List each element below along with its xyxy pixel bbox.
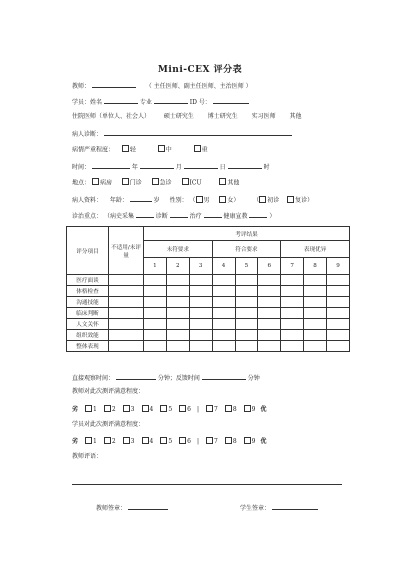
score-cell[interactable] [235, 275, 258, 286]
score-cell[interactable] [258, 341, 281, 352]
student-satisfaction-scale [72, 436, 267, 445]
day-label: 日 [219, 164, 226, 171]
student-major-label: 专业 [139, 99, 152, 106]
trainee-type-master[interactable]: 硕士研究生 [163, 113, 194, 120]
score-cell[interactable] [189, 275, 212, 286]
table-row [67, 308, 350, 319]
score-cell[interactable] [258, 330, 281, 341]
observe-unit2: 分钟 [247, 375, 260, 382]
scale-number: 3 [130, 438, 135, 445]
location-icu-label: ICU [189, 179, 202, 187]
day-field[interactable] [184, 161, 218, 169]
trainee-type-other[interactable]: 其他 [289, 113, 302, 120]
location-outpatient-checkbox[interactable] [122, 178, 129, 185]
score-cell[interactable] [281, 341, 304, 352]
visit-first-label: 初诊 [267, 197, 280, 204]
student-satisfaction-label: 学员对此次测评满意程度： [72, 421, 145, 428]
score-cell[interactable] [144, 275, 167, 286]
score-cell[interactable] [235, 286, 258, 297]
score-cell[interactable] [144, 308, 167, 319]
teacher-satisfaction-label: 教师对此次测评满意程度： [72, 388, 145, 395]
score-cell[interactable] [144, 330, 167, 341]
observe-time-field[interactable] [116, 372, 156, 380]
col-header-na: 不适用/未评量 [109, 227, 144, 275]
focus-diagnosis-field[interactable] [170, 210, 188, 218]
scale-number: 5 [168, 406, 173, 413]
score-cell[interactable] [281, 308, 304, 319]
table-row [67, 341, 350, 352]
teacher-signature-label: 教师签章： [96, 505, 127, 512]
location-row [72, 178, 362, 188]
sex-female-checkbox[interactable] [219, 196, 226, 203]
location-other-label: 其他 [227, 179, 240, 187]
trainee-type-row [72, 112, 362, 122]
age-label: 年龄： [109, 197, 128, 204]
score-cell[interactable] [258, 297, 281, 308]
feedback-time-field[interactable] [202, 372, 246, 380]
score-cell[interactable] [304, 275, 327, 286]
scale-number: 7 [214, 406, 218, 413]
score-cell[interactable] [281, 330, 304, 341]
table-row [67, 319, 350, 330]
scale-low-label: 劣 [72, 406, 79, 413]
score-header: 2 [166, 258, 189, 275]
score-cell[interactable] [235, 308, 258, 319]
sex-male-label: 男 [203, 197, 210, 204]
year-field[interactable] [92, 161, 130, 169]
severity-severe-label: 重 [201, 146, 208, 154]
sex-male-checkbox[interactable] [196, 196, 203, 203]
student-major-field[interactable] [154, 96, 188, 104]
result-header: 考评结果 [144, 227, 350, 241]
comment-underline[interactable] [72, 484, 342, 485]
trainee-type-phd[interactable]: 博士研究生 [207, 113, 238, 120]
age-field[interactable] [130, 194, 152, 202]
score-cell[interactable] [304, 286, 327, 297]
scale-number: 2 [111, 438, 116, 445]
score-cell[interactable] [327, 275, 350, 286]
focus-row [72, 210, 362, 220]
scale-checkbox[interactable] [85, 405, 92, 412]
table-row [67, 330, 350, 341]
focus-history-field[interactable] [136, 210, 154, 218]
scale-number: 2 [111, 406, 116, 413]
age-unit: 岁 [153, 197, 160, 204]
location-icu-checkbox[interactable] [182, 178, 189, 185]
visit-first-checkbox[interactable] [259, 196, 266, 203]
scale-checkbox[interactable] [244, 405, 251, 412]
score-cell[interactable] [327, 319, 350, 330]
visit-return-label: 复诊 [295, 197, 308, 204]
score-cell[interactable] [235, 341, 258, 352]
score-cell[interactable] [189, 341, 212, 352]
diagnosis-field[interactable] [104, 128, 292, 136]
row-label: 整体表现 [67, 341, 109, 352]
evaluation-table [66, 226, 350, 352]
scale-number: 3 [130, 406, 135, 413]
location-other-checkbox[interactable] [219, 178, 226, 185]
scale-high-label: 优 [260, 438, 267, 445]
score-cell[interactable] [189, 286, 212, 297]
row-label: 人文关怀 [67, 319, 109, 330]
scale-checkbox[interactable] [206, 437, 213, 444]
na-cell[interactable] [109, 341, 144, 352]
score-cell[interactable] [281, 286, 304, 297]
score-cell[interactable] [212, 341, 235, 352]
focus-history: （病史采集 [103, 213, 134, 220]
scale-checkbox[interactable] [179, 405, 186, 412]
score-header: 3 [189, 258, 212, 275]
score-cell[interactable] [144, 286, 167, 297]
na-cell[interactable] [109, 330, 144, 341]
score-header: 9 [327, 258, 350, 275]
score-cell[interactable] [258, 275, 281, 286]
form-title: Mini-CEX 评分表 [157, 65, 243, 75]
row-label: 临床判断 [67, 308, 109, 319]
focus-treatment-field[interactable] [204, 210, 222, 218]
scale-number: 8 [232, 406, 237, 413]
score-cell[interactable] [327, 297, 350, 308]
patient-label: 病人资料： [72, 197, 103, 204]
teacher-field[interactable] [92, 80, 136, 88]
scale-checkbox[interactable] [85, 437, 92, 444]
score-cell[interactable] [281, 275, 304, 286]
observe-label: 直接观察时间： [72, 375, 115, 382]
scale-checkbox[interactable] [206, 405, 213, 412]
group-header-met: 符合要求 [212, 241, 281, 258]
scale-checkbox[interactable] [123, 405, 130, 412]
focus-close: ） [269, 213, 276, 220]
score-cell[interactable] [212, 319, 235, 330]
sex-label: 性别： [169, 197, 188, 204]
focus-education: 健康宣教 [223, 213, 248, 220]
scale-number: 7 [214, 438, 218, 445]
teacher-signature-field[interactable] [128, 502, 168, 510]
observe-unit1: 分钟；反馈时间 [157, 375, 200, 382]
month-label: 月 [175, 164, 182, 171]
time-label: 时间： [72, 164, 91, 171]
sex-female-label: 女 [227, 197, 234, 204]
diagnosis-row [72, 128, 362, 138]
scale-number: 9 [251, 438, 256, 445]
student-signature-field[interactable] [272, 502, 318, 510]
scale-checkbox[interactable] [179, 437, 186, 444]
score-cell[interactable] [144, 341, 167, 352]
location-outpatient-label: 门诊 [129, 179, 142, 187]
score-cell[interactable] [166, 341, 189, 352]
score-cell[interactable] [189, 297, 212, 308]
row-label: 医疗面谈 [67, 275, 109, 286]
col-header-item: 评分项目 [67, 227, 109, 275]
score-cell[interactable] [281, 297, 304, 308]
scale-checkbox[interactable] [123, 437, 130, 444]
row-label: 沟通技能 [67, 297, 109, 308]
score-cell[interactable] [281, 319, 304, 330]
table-row [67, 275, 350, 286]
scale-number: 6 [187, 438, 191, 445]
student-signature [240, 502, 318, 512]
severity-medium-checkbox[interactable] [158, 145, 165, 152]
score-cell[interactable] [212, 308, 235, 319]
time-row [72, 161, 362, 171]
score-cell[interactable] [189, 308, 212, 319]
score-header: 5 [235, 258, 258, 275]
severity-light-label: 轻 [129, 146, 136, 154]
severity-row [72, 145, 362, 155]
scale-number: 6 [187, 406, 191, 413]
na-cell[interactable] [109, 275, 144, 286]
month-field[interactable] [140, 161, 174, 169]
scale-checkbox[interactable] [244, 437, 251, 444]
score-cell[interactable] [304, 330, 327, 341]
visit-return-checkbox[interactable] [287, 196, 294, 203]
na-cell[interactable] [109, 319, 144, 330]
scale-high-label: 优 [260, 406, 267, 413]
focus-diagnosis: 诊断 [155, 213, 168, 220]
score-cell[interactable] [304, 308, 327, 319]
student-name-field[interactable] [104, 96, 138, 104]
score-cell[interactable] [235, 297, 258, 308]
location-ward-checkbox[interactable] [92, 178, 99, 185]
scale-number: 1 [93, 406, 97, 413]
student-row [72, 96, 362, 106]
na-cell[interactable] [109, 297, 144, 308]
row-label: 组织效能 [67, 330, 109, 341]
table-row [67, 286, 350, 297]
scale-divider: | [196, 406, 200, 413]
scale-checkbox[interactable] [225, 405, 232, 412]
table-row [67, 297, 350, 308]
student-id-label: ID 号： [189, 99, 211, 106]
score-cell[interactable] [327, 330, 350, 341]
scale-number: 1 [93, 438, 97, 445]
score-header: 4 [212, 258, 235, 275]
na-cell[interactable] [109, 286, 144, 297]
scale-checkbox[interactable] [160, 405, 167, 412]
trainee-type-intern[interactable]: 实习医师 [251, 113, 276, 120]
score-cell[interactable] [144, 319, 167, 330]
group-header-excellent: 表现优异 [281, 241, 350, 258]
teacher-label: 教师： [72, 83, 91, 90]
scale-checkbox[interactable] [104, 437, 111, 444]
score-cell[interactable] [212, 297, 235, 308]
severity-label: 病情严重程度： [72, 146, 115, 154]
score-cell[interactable] [258, 319, 281, 330]
score-cell[interactable] [189, 330, 212, 341]
scale-low-label: 劣 [72, 438, 79, 445]
comment-label: 教师评语： [72, 453, 103, 460]
score-cell[interactable] [304, 341, 327, 352]
location-ward-label: 病房 [99, 179, 112, 187]
score-cell[interactable] [144, 297, 167, 308]
diagnosis-label: 病人诊断： [72, 131, 103, 138]
score-cell[interactable] [166, 330, 189, 341]
teacher-title-note: （ 主任医师、副主任医师、主治医师 ） [145, 83, 252, 90]
score-header: 7 [281, 258, 304, 275]
patient-row: 病人资料： 年龄： 岁 性别： （ 男 女） （ 初诊 复诊） [72, 194, 362, 204]
scale-checkbox[interactable] [104, 405, 111, 412]
score-cell[interactable] [212, 275, 235, 286]
location-label: 地点： [72, 179, 91, 187]
score-cell[interactable] [258, 286, 281, 297]
score-cell[interactable] [166, 297, 189, 308]
scale-checkbox[interactable] [160, 437, 167, 444]
location-emergency-label: 急诊 [159, 179, 172, 187]
scale-checkbox[interactable] [142, 405, 149, 412]
teacher-row [72, 80, 362, 90]
score-cell[interactable] [327, 286, 350, 297]
score-header: 8 [304, 258, 327, 275]
severity-severe-checkbox[interactable] [194, 145, 201, 152]
scale-checkbox[interactable] [225, 437, 232, 444]
teacher-satisfaction-scale [72, 404, 267, 413]
student-name-label: 学员：姓名 [72, 99, 103, 106]
severity-light-checkbox[interactable] [122, 145, 129, 152]
score-cell[interactable] [166, 275, 189, 286]
score-cell[interactable] [327, 308, 350, 319]
score-cell[interactable] [166, 286, 189, 297]
score-cell[interactable] [166, 308, 189, 319]
score-cell[interactable] [235, 319, 258, 330]
scale-checkbox[interactable] [142, 437, 149, 444]
severity-medium-label: 中 [165, 146, 172, 154]
score-cell[interactable] [258, 308, 281, 319]
score-header: 1 [144, 258, 167, 275]
score-cell[interactable] [327, 341, 350, 352]
na-cell[interactable] [109, 308, 144, 319]
hour-field[interactable] [228, 161, 262, 169]
scale-number: 4 [149, 438, 154, 445]
scale-number: 5 [168, 438, 173, 445]
score-cell[interactable] [189, 319, 212, 330]
scale-number: 4 [149, 406, 154, 413]
score-cell[interactable] [212, 286, 235, 297]
trainee-type-resident[interactable]: 住院医师（单位人、社会人） [72, 113, 151, 120]
location-emergency-checkbox[interactable] [152, 178, 159, 185]
row-label: 体格检查 [67, 286, 109, 297]
focus-education-field[interactable] [249, 210, 267, 218]
year-label: 年 [131, 164, 138, 171]
scale-number: 8 [232, 438, 237, 445]
observe-row [72, 372, 362, 382]
teacher-signature [96, 502, 168, 512]
score-cell[interactable] [304, 319, 327, 330]
hour-label: 时 [263, 164, 270, 171]
score-cell[interactable] [235, 330, 258, 341]
score-cell[interactable] [166, 319, 189, 330]
group-header-unmet: 未符要求 [144, 241, 213, 258]
score-cell[interactable] [304, 297, 327, 308]
score-header: 6 [258, 258, 281, 275]
scale-number: 9 [251, 406, 256, 413]
student-signature-label: 学生签章： [240, 505, 271, 512]
focus-label: 诊治重点： [72, 213, 103, 220]
score-cell[interactable] [212, 330, 235, 341]
focus-treatment: 治疗 [189, 213, 202, 220]
scale-divider: | [196, 438, 200, 445]
student-id-field[interactable] [213, 96, 249, 104]
